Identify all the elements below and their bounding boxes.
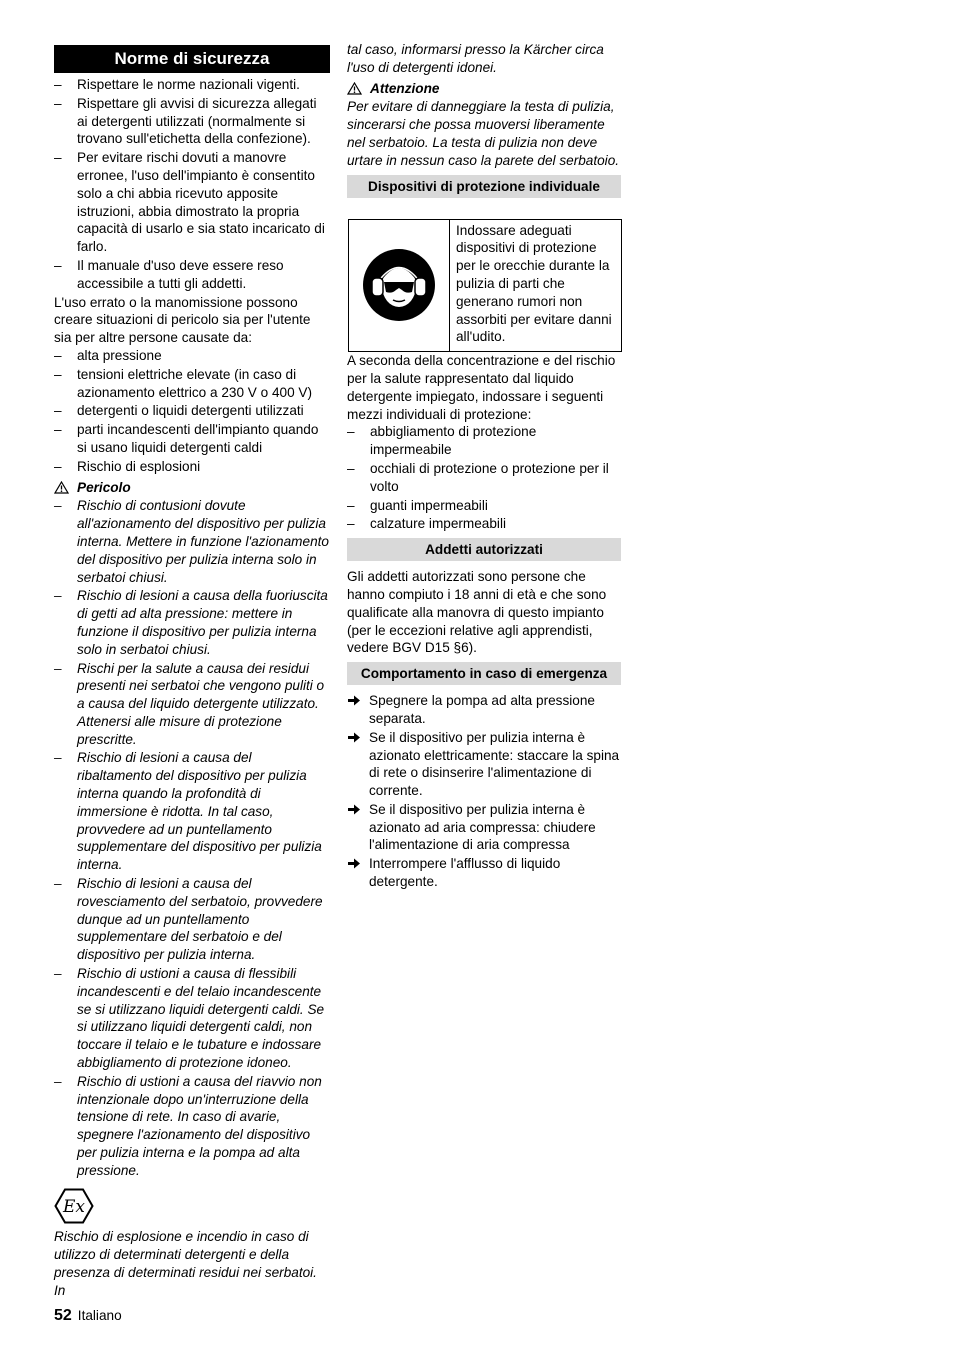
- language-label: Italiano: [77, 1308, 122, 1323]
- explosion-text: Rischio di esplosione e incendio in caso di utilizzo di determinati detergenti e della presenza di determinati residui nei serbatoi. In: [54, 1229, 317, 1298]
- ppe-list: [347, 423, 621, 533]
- svg-text:Ex: Ex: [63, 1196, 85, 1217]
- list-item: – parti incandescenti dell'impianto quando si usano liquidi detergenti caldi: [54, 421, 330, 457]
- list-item: – guanti impermeabili: [347, 497, 621, 515]
- page-number: 52: [54, 1307, 72, 1324]
- list-item: – Rischio di lesioni a causa del rovesciamento del serbatoio, provvedere dunque ad un puntellamento supplementare del serbatoio e del dispositivo per pulizia interna.: [54, 875, 330, 964]
- attention-heading: [347, 80, 621, 98]
- list-item: – abbigliamento di protezione impermeabile: [347, 423, 621, 459]
- section-header-ppe: Dispositivi di protezione individuale: [347, 175, 621, 198]
- left-column: [54, 41, 330, 1300]
- attention-label: Attenzione: [370, 80, 440, 96]
- warning-triangle-icon: [347, 82, 362, 95]
- list-item: – calzature impermeabili: [347, 515, 621, 533]
- list-item: – Rischio di ustioni a causa di flessibili incandescenti e del telaio incandescente se si utilizzano liquidi detergenti caldi. Se si utilizzano liquidi detergenti caldi, non toccare il telaio e le tubature e indossare abbigliamento di protezione idoneo.: [54, 965, 330, 1072]
- list-item: – Rischio di lesioni a causa della fuoriuscita di getti ad alta pressione: mettere in funzione il dispositivo per pulizia interna solo in serbatoi chiusi.: [54, 587, 330, 658]
- danger-list: [54, 497, 330, 1179]
- list-item: – Rispettare le norme nazionali vigenti.: [54, 76, 330, 94]
- list-item: – detergenti o liquidi detergenti utilizzati: [54, 402, 330, 420]
- ppe-box-text: Indossare adeguati dispositivi di protezione per le orecchie durante la pulizia di parti che generano rumori non assorbiti per evitare danni all'udito.: [456, 222, 612, 345]
- emergency-list: [347, 692, 621, 891]
- list-item: – Rispettare gli avvisi di sicurezza allegati ai detergenti utilizzati (normalmente si trovano sull'etichetta della confezione).: [54, 95, 330, 148]
- danger-label: Pericolo: [77, 479, 131, 495]
- list-item: – Rischio di esplosioni: [54, 458, 330, 476]
- list-item: – occhiali di protezione o protezione per il volto: [347, 460, 621, 496]
- list-item: – Per evitare rischi dovuti a manovre erronee, l'uso dell'impianto è consentito solo a chi abbia ricevuto apposite istruzioni, abbia dimostrato la propria capacità di usarlo e sia stato incaricato di farlo.: [54, 149, 330, 256]
- list-item: – tensioni elettriche elevate (in caso di azionamento elettrico a 230 V o 400 V): [54, 366, 330, 402]
- ex-explosion-icon: [54, 1188, 330, 1229]
- list-item: Se il dispositivo per pulizia interna è azionato ad aria compressa: chiudere l'alimentazione di aria compressa: [347, 801, 621, 854]
- list-item: – Il manuale d'uso deve essere reso accessibile a tutti gli addetti.: [54, 257, 330, 293]
- arrow-right-icon: [347, 731, 361, 744]
- right-column: [347, 41, 621, 892]
- authorized-text: Gli addetti autorizzati sono persone che hanno compiuto i 18 anni di età e che sono qualificate alla manovra di questo impianto (per le eccezioni relative agli apprendisti, vedere BGV D15 §6).: [347, 569, 607, 656]
- list-item: – Rischio di ustioni a causa del riavvio non intenzionale dopo un'interruzione della tensione di rete. In caso di avarie, spegnere l'azionamento del dispositivo per pulizia interna e la pompa ad alta pressione.: [54, 1073, 330, 1180]
- section-header-emergency: Comportamento in caso di emergenza: [347, 662, 621, 685]
- misuse-intro: L'uso errato o la manomissione possono creare situazioni di pericolo sia per l'utente sia per altre persone causate da:: [54, 294, 311, 346]
- arrow-right-icon: [347, 694, 361, 707]
- list-item: – alta pressione: [54, 347, 330, 365]
- explosion-text-cont: tal caso, informarsi presso la Kärcher circa l'uso di detergenti idonei.: [347, 42, 604, 75]
- page-footer: [54, 1307, 122, 1325]
- hazard-list: [54, 347, 330, 476]
- list-item: Interrompere l'afflusso di liquido detergente.: [347, 855, 621, 891]
- list-item: Se il dispositivo per pulizia interna è azionato elettricamente: staccare la spina di rete o disinserire l'alimentazione di corrente.: [347, 729, 621, 800]
- ear-eye-protection-icon: [349, 220, 450, 352]
- section-header-authorized: Addetti autorizzati: [347, 538, 621, 561]
- list-item: – Rischi per la salute a causa dei residui presenti nei serbatoi che vengono puliti o a causa del liquido detergente utilizzato. Attenersi alle misure di protezione prescritte.: [54, 660, 330, 749]
- ppe-box: [348, 219, 622, 353]
- arrow-right-icon: [347, 803, 361, 816]
- attention-text: Per evitare di danneggiare la testa di pulizia, sincerarsi che possa muoversi liberamente nel serbatoio. La testa di pulizia non deve urtare in nessun caso la parete del serbatoio.: [347, 99, 620, 168]
- warning-triangle-icon: [54, 481, 69, 494]
- section-title-safety: Norme di sicurezza: [54, 45, 330, 73]
- list-item: Spegnere la pompa ad alta pressione separata.: [347, 692, 621, 728]
- danger-heading: [54, 479, 330, 497]
- arrow-right-icon: [347, 857, 361, 870]
- list-item: – Rischio di contusioni dovute all'azionamento del dispositivo per pulizia interna. Mettere in funzione l'azionamento del dispositivo per pulizia interna solo in serbatoi chiusi.: [54, 497, 330, 586]
- list-item: – Rischio di lesioni a causa del ribaltamento del dispositivo per pulizia interna quando la profondità di immersione è ridotta. In tal caso, provvedere ad un puntellamento supplementare del dispositivo per pulizia interna.: [54, 749, 330, 874]
- rules-list: [54, 76, 330, 293]
- ppe-intro: A seconda della concentrazione e del rischio per la salute rappresentato dal liquido detergente impiegato, indossare i seguenti mezzi individuali di protezione:: [347, 353, 616, 422]
